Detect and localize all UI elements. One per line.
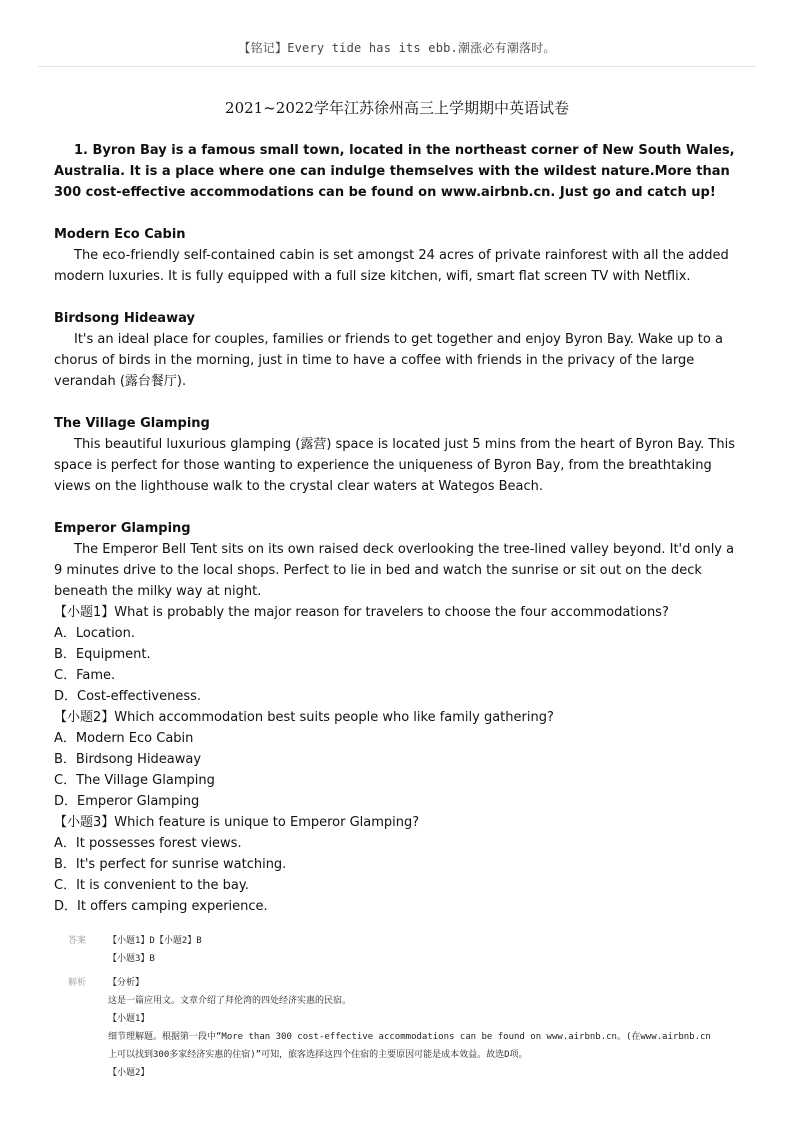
analysis-line: 【分析】 — [108, 978, 145, 988]
header-divider — [38, 66, 756, 67]
question-stem: 【小题3】Which feature is unique to Emperor Glamping? — [54, 815, 420, 830]
analysis-label: 解析 — [68, 978, 87, 988]
question-content — [54, 140, 744, 917]
analysis-line: 【小题1】 — [108, 1014, 150, 1024]
section-text: This beautiful luxurious glamping (露营) space is located just 5 mins from the heart of Byron Bay. This space is perfect for those wanting to experience the uniqueness of Byron Bay, from the breathtaking views on the lighthouse walk to the crystal clear waters at Wategos Beach. — [54, 437, 735, 494]
passage-intro: 1. Byron Bay is a famous small town, located in the northeast corner of New South Wales, Australia. It is a place where one can indulge themselves with the wildest nature.More than 300 cost-effective accommodations can be found on www.airbnb.cn. Just go and catch up! — [54, 143, 735, 200]
page-header-motto: 【铭记】Every tide has its ebb.潮涨必有潮落时。 — [238, 41, 556, 55]
answer-option: D．Cost-effectiveness. — [54, 689, 202, 704]
answer-line: 【小题3】B — [108, 954, 155, 964]
analysis-line: 上可以找到300多家经济实惠的住宿)”可知，旅客选择这四个住宿的主要原因可能是成本效益。故选D项。 — [108, 1050, 528, 1060]
answer-option: B．Equipment. — [54, 647, 151, 662]
answer-key-block — [68, 932, 738, 1082]
answer-option: D．Emperor Glamping — [54, 794, 200, 809]
answer-option: C．Fame. — [54, 668, 116, 683]
question-stem: 【小题2】Which accommodation best suits people who like family gathering? — [54, 710, 554, 725]
section-heading: Emperor Glamping — [54, 521, 191, 536]
answer-option: B．It's perfect for sunrise watching. — [54, 857, 287, 872]
analysis-line: 细节理解题。根据第一段中“More than 300 cost-effective accommodations can be found on www.airbnb.cn。(在www.airbnb.cn — [108, 1032, 711, 1042]
section-heading: Birdsong Hideaway — [54, 311, 195, 326]
analysis-line: 【小题2】 — [108, 1068, 150, 1078]
answer-option: A．Modern Eco Cabin — [54, 731, 194, 746]
answer-option: B．Birdsong Hideaway — [54, 752, 202, 767]
document-title: 2021~2022学年江苏徐州高三上学期期中英语试卷 — [225, 99, 569, 117]
answer-option: D．It offers camping experience. — [54, 899, 268, 914]
answer-line: 【小题1】D【小题2】B — [108, 936, 202, 946]
section-text: The eco-friendly self-contained cabin is set amongst 24 acres of private rainforest with all the added modern luxuries. It is fully equipped with a full size kitchen, wifi, smart flat screen TV with Netflix. — [54, 248, 729, 284]
section-heading: Modern Eco Cabin — [54, 227, 186, 242]
section-text: It's an ideal place for couples, families or friends to get together and enjoy Byron Bay. Wake up to a chorus of birds in the morning, just in time to have a coffee with friends in the privacy of the large verandah (露台餐厅). — [54, 332, 723, 389]
analysis-row — [68, 974, 738, 1082]
answer-option: A．Location. — [54, 626, 136, 641]
section-text: The Emperor Bell Tent sits on its own raised deck overlooking the tree-lined valley beyond. It'd only a 9 minutes drive to the local shops. Perfect to lie in bed and watch the sunrise or sit out on the deck beneath the milky way at night. — [54, 542, 735, 599]
answer-option: C．The Village Glamping — [54, 773, 215, 788]
answer-label: 答案 — [68, 936, 87, 946]
answer-option: C．It is convenient to the bay. — [54, 878, 249, 893]
analysis-line: 这是一篇应用文。文章介绍了拜伦湾的四处经济实惠的民宿。 — [108, 996, 352, 1006]
question-stem: 【小题1】What is probably the major reason for travelers to choose the four accommodations? — [54, 605, 669, 620]
answer-row — [68, 932, 738, 968]
section-heading: The Village Glamping — [54, 416, 210, 431]
answer-option: A．It possesses forest views. — [54, 836, 242, 851]
